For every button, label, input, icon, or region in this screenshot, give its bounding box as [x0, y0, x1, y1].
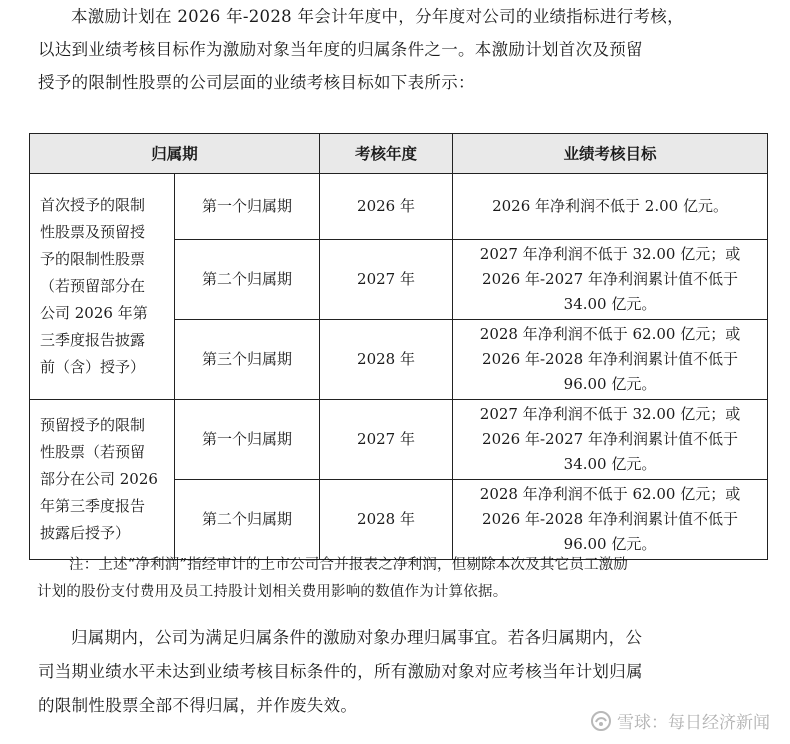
target-line: 2027 年净利润不低于 32.00 亿元；或 [479, 405, 741, 423]
group-label-line: 前（含）授予） [40, 358, 146, 376]
closing-line: 的限制性股票全部不得归属，并作废失效。 [38, 696, 358, 715]
target-cell [453, 400, 768, 480]
watermark-text: 雪球：每日经济新闻 [617, 713, 770, 733]
table-row [30, 174, 768, 240]
header-assessment-year: 考核年度 [320, 134, 453, 174]
target-line: 2026 年-2027 年净利润累计值不低于 [482, 430, 738, 448]
period-cell: 第三个归属期 [175, 320, 320, 400]
group-label-line: （若预留部分在 [40, 277, 146, 295]
target-line: 96.00 亿元。 [563, 535, 657, 553]
group-label-line: 三季度报告披露 [40, 331, 146, 349]
group-label-line: 性股票（若预留 [40, 443, 146, 461]
header-performance-target: 业绩考核目标 [453, 134, 768, 174]
year-cell: 2028 年 [320, 480, 453, 560]
target-line: 2026 年净利润不低于 2.00 亿元。 [492, 197, 728, 215]
snowball-logo-icon [590, 710, 612, 732]
intro-line: 以达到业绩考核目标作为激励对象当年度的归属条件之一。本激励计划首次及预留 [38, 40, 643, 59]
closing-line: 司当期业绩水平未达到业绩考核目标条件的，所有激励对象对应考核当年计划归属 [38, 662, 643, 681]
target-line: 34.00 亿元。 [563, 295, 657, 313]
target-line: 96.00 亿元。 [563, 375, 657, 393]
target-line: 2027 年净利润不低于 32.00 亿元；或 [479, 245, 741, 263]
target-cell [453, 174, 768, 240]
target-cell [453, 240, 768, 320]
target-cell [453, 320, 768, 400]
intro-line: 本激励计划在 2026 年-2028 年会计年度中，分年度对公司的业绩指标进行考核， [71, 7, 684, 26]
period-cell: 第二个归属期 [175, 480, 320, 560]
period-cell: 第一个归属期 [175, 400, 320, 480]
target-line: 2028 年净利润不低于 62.00 亿元；或 [479, 325, 741, 343]
group-label-initial-grant [30, 174, 175, 400]
watermark [590, 708, 770, 733]
year-cell: 2027 年 [320, 400, 453, 480]
target-line: 2028 年净利润不低于 62.00 亿元；或 [479, 485, 741, 503]
period-cell: 第一个归属期 [175, 174, 320, 240]
target-line: 2026 年-2027 年净利润累计值不低于 [482, 270, 738, 288]
year-cell: 2026 年 [320, 174, 453, 240]
target-line: 2026 年-2028 年净利润累计值不低于 [482, 350, 738, 368]
header-vesting-period: 归属期 [30, 134, 320, 174]
group-label-line: 部分在公司 2026 [40, 470, 158, 488]
year-cell: 2028 年 [320, 320, 453, 400]
group-label-line: 公司 2026 年第 [40, 304, 148, 322]
group-label-line: 年第三季度报告 [40, 497, 146, 515]
note-line: 注：上述“净利润”指经审计的上市公司合并报表之净利润，但剔除本次及其它员工激励 [69, 557, 629, 573]
group-label-line: 予的限制性股票 [40, 250, 146, 268]
target-cell [453, 480, 768, 560]
target-line: 2026 年-2028 年净利润累计值不低于 [482, 510, 738, 528]
intro-paragraph [38, 0, 778, 99]
intro-line: 授予的限制性股票的公司层面的业绩考核目标如下表所示： [38, 73, 475, 92]
group-label-line: 首次授予的限制 [40, 196, 146, 214]
year-cell: 2027 年 [320, 240, 453, 320]
group-label-line: 披露后授予） [40, 524, 131, 542]
performance-target-table [29, 133, 768, 560]
table-footnote [37, 552, 777, 606]
group-label-line: 性股票及预留授 [40, 223, 146, 241]
group-label-line: 预留授予的限制 [40, 416, 146, 434]
closing-line: 归属期内，公司为满足归属条件的激励对象办理归属事宜。若各归属期内，公 [71, 628, 643, 647]
period-cell: 第二个归属期 [175, 240, 320, 320]
table-row [30, 400, 768, 480]
note-line: 计划的股份支付费用及员工持股计划相关费用影响的数值作为计算依据。 [37, 584, 508, 600]
target-line: 34.00 亿元。 [563, 455, 657, 473]
group-label-reserved-grant [30, 400, 175, 560]
table-header-row [30, 134, 768, 174]
